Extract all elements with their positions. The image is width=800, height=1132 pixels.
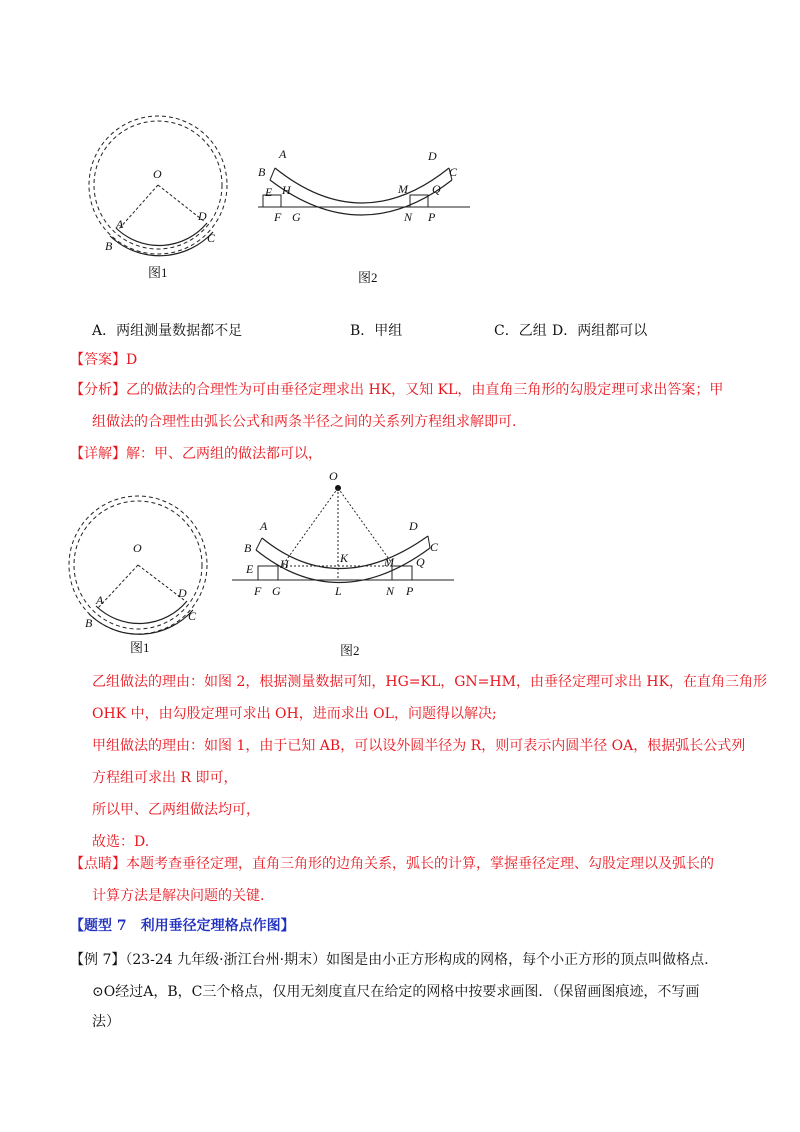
label-o: O bbox=[153, 167, 162, 181]
comment-tag: 【点睛】 bbox=[70, 856, 126, 872]
label-g2-d: G bbox=[272, 584, 281, 598]
caption-fig2-d: 图2 bbox=[340, 643, 360, 658]
label-m2-d: M bbox=[384, 555, 394, 569]
example-tag: 【例 7】 bbox=[70, 952, 126, 968]
comment-line-1 bbox=[70, 854, 714, 874]
comment-line-2: 计算方法是解决问题的关键. bbox=[92, 888, 265, 904]
example-line-2: ⊙O经过A，B，C三个格点，仅用无刻度直尺在给定的网格中按要求画图．（保留画图痕迹，不写画 bbox=[92, 984, 700, 1000]
label-a2-d: A bbox=[260, 519, 268, 533]
label-a2: A bbox=[279, 147, 287, 161]
label-b2: B bbox=[258, 165, 266, 179]
option-d: D．两组都可以 bbox=[552, 323, 648, 339]
label-d2: D bbox=[428, 149, 437, 163]
label-f2: F bbox=[274, 210, 282, 224]
comment-text-1: 本题考查垂径定理，直角三角形的边角关系，弧长的计算，掌握垂径定理、勾股定理以及弧长的 bbox=[126, 856, 714, 872]
analysis-line-2: 组做法的合理性由弧长公式和两条半径之间的关系列方程组求解即可. bbox=[92, 414, 517, 430]
answer-value: D bbox=[126, 352, 138, 368]
choice-line: 故选：D. bbox=[92, 834, 150, 850]
caption-fig1-d: 图1 bbox=[130, 640, 150, 655]
detail-text: 解：甲、乙两组的做法都可以， bbox=[126, 446, 322, 462]
label-o2-d: O bbox=[329, 469, 338, 483]
analysis-tag: 【分析】 bbox=[70, 382, 126, 398]
label-p2-d: P bbox=[406, 584, 414, 598]
label-b-d: B bbox=[85, 616, 93, 630]
label-d-d: D bbox=[178, 586, 187, 600]
option-c: C．乙组 bbox=[494, 323, 547, 339]
label-p2: P bbox=[428, 210, 436, 224]
label-c2: C bbox=[449, 165, 458, 179]
label-o-d: O bbox=[133, 541, 142, 555]
conclusion-line: 所以甲、乙两组做法均可， bbox=[92, 802, 260, 818]
option-b: B．甲组 bbox=[350, 323, 403, 339]
reason-jia-line-1: 甲组做法的理由：如图 1，由于已知 AB，可以设外圆半径为 R，则可表示内圆半径 OA，根据弧长公式列 bbox=[92, 738, 746, 754]
label-g2: G bbox=[292, 210, 301, 224]
label-e2: E bbox=[265, 185, 273, 199]
label-d2-d: D bbox=[409, 519, 418, 533]
label-n2: N bbox=[404, 210, 413, 224]
section-title: 【题型 7 利用垂径定理格点作图】 bbox=[70, 918, 295, 934]
label-h2: H bbox=[282, 183, 291, 197]
label-c2-d: C bbox=[430, 540, 439, 554]
option-a: A．两组测量数据都不足 bbox=[92, 323, 243, 339]
example-line-3: 法） bbox=[92, 1014, 120, 1030]
label-f2-d: F bbox=[254, 584, 262, 598]
label-c: C bbox=[207, 231, 216, 245]
example-line-1 bbox=[70, 950, 709, 970]
label-k2-d: K bbox=[340, 551, 349, 565]
label-m2: M bbox=[398, 182, 408, 196]
caption-fig1: 图1 bbox=[148, 265, 168, 280]
answer-tag: 【答案】 bbox=[70, 352, 126, 368]
label-n2-d: N bbox=[386, 584, 395, 598]
caption-fig2: 图2 bbox=[358, 270, 378, 285]
label-q2-d: Q bbox=[416, 555, 425, 569]
label-a: A bbox=[116, 217, 124, 231]
label-b2-d: B bbox=[244, 541, 252, 555]
detail-tag: 【详解】 bbox=[70, 446, 126, 462]
analysis-text-1: 乙的做法的合理性为可由垂径定理求出 HK，又知 KL，由直角三角形的勾股定理可求出答案；甲 bbox=[126, 382, 724, 398]
reason-yi-line-1: 乙组做法的理由：如图 2，根据测量数据可知，HG=KL，GN=HM，由垂径定理可求出 HK，在直角三角形 bbox=[92, 674, 768, 690]
label-l2-d: L bbox=[335, 584, 342, 598]
reason-yi-line-2: OHK 中，由勾股定理可求出 OH，进而求出 OL，问题得以解决; bbox=[92, 706, 497, 722]
label-q2: Q bbox=[432, 182, 441, 196]
label-c-d: C bbox=[188, 609, 197, 623]
label-a-d: A bbox=[96, 593, 104, 607]
reason-jia-line-2: 方程组可求出 R 即可， bbox=[92, 770, 238, 786]
label-e2-d: E bbox=[246, 562, 254, 576]
label-b: B bbox=[105, 239, 113, 253]
label-d: D bbox=[198, 209, 207, 223]
label-h2-d: H bbox=[280, 557, 289, 571]
example-text-1: （23-24 九年级·浙江台州·期末）如图是由小正方形构成的网格，每个小正方形的顶点叫做格点. bbox=[125, 952, 709, 968]
